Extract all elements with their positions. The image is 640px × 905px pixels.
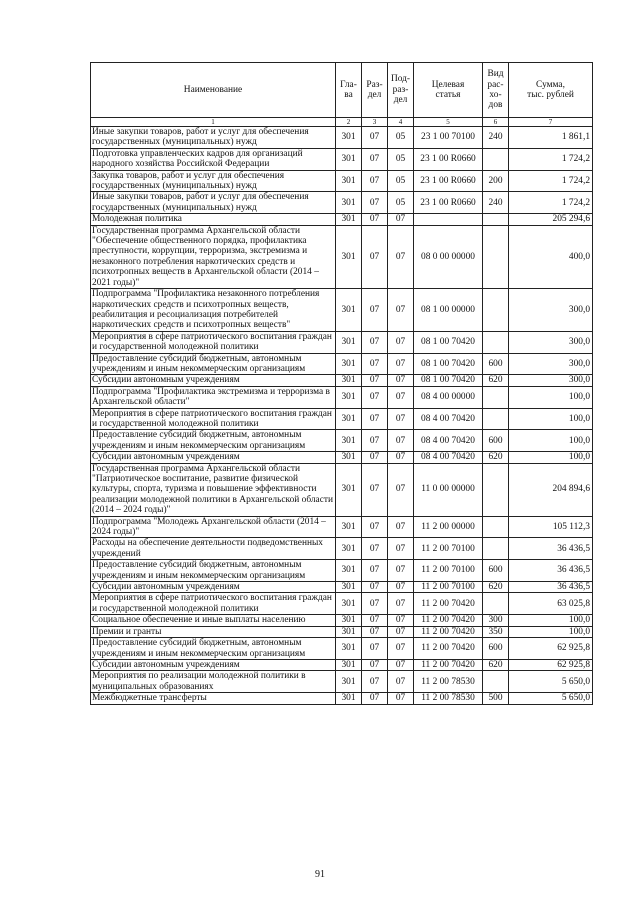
row-vid: 620 — [483, 582, 509, 593]
row-sum: 204 894,6 — [509, 463, 593, 516]
row-name: Иные закупки товаров, работ и услуг для обеспечения государственных (муниципальных) нужд — [91, 192, 336, 214]
row-name: Предоставление субсидий бюджетным, автономным учреждениям и иным некоммерческим организациям — [91, 560, 336, 582]
row-sum: 300,0 — [509, 353, 593, 375]
row-target: 08 4 00 00000 — [414, 386, 483, 408]
row-glava: 301 — [336, 408, 362, 430]
row-podrazdel: 07 — [388, 331, 414, 353]
row-vid — [483, 538, 509, 560]
table-row — [91, 148, 593, 170]
row-sum: 400,0 — [509, 225, 593, 288]
row-glava: 301 — [336, 353, 362, 375]
row-razdel: 07 — [362, 408, 388, 430]
page-number: 91 — [315, 869, 325, 880]
column-number-row — [91, 118, 593, 127]
row-podrazdel: 07 — [388, 538, 414, 560]
row-vid: 500 — [483, 693, 509, 704]
row-vid: 350 — [483, 626, 509, 637]
row-podrazdel: 07 — [388, 659, 414, 670]
row-sum: 5 650,0 — [509, 671, 593, 693]
row-razdel: 07 — [362, 452, 388, 463]
row-razdel: 07 — [362, 560, 388, 582]
row-vid: 600 — [483, 353, 509, 375]
row-name: Расходы на обеспечение деятельности подведомственных учреждений — [91, 538, 336, 560]
row-razdel: 07 — [362, 331, 388, 353]
row-target: 08 1 00 70420 — [414, 331, 483, 353]
row-glava: 301 — [336, 430, 362, 452]
row-sum: 105 112,3 — [509, 516, 593, 538]
row-podrazdel: 07 — [388, 289, 414, 332]
row-podrazdel: 07 — [388, 560, 414, 582]
row-name: Мероприятия в сфере патриотического воспитания граждан и государственной молодежной политики — [91, 408, 336, 430]
row-target — [414, 214, 483, 225]
table-row — [91, 516, 593, 538]
row-target: 08 1 00 00000 — [414, 289, 483, 332]
row-sum: 1 724,2 — [509, 192, 593, 214]
row-sum: 100,0 — [509, 615, 593, 626]
row-razdel: 07 — [362, 671, 388, 693]
row-target: 08 4 00 70420 — [414, 430, 483, 452]
row-vid — [483, 289, 509, 332]
row-razdel: 07 — [362, 516, 388, 538]
row-vid: 620 — [483, 659, 509, 670]
row-glava: 301 — [336, 463, 362, 516]
row-sum: 300,0 — [509, 375, 593, 386]
row-name: Межбюджетные трансферты — [91, 693, 336, 704]
row-name: Премии и гранты — [91, 626, 336, 637]
row-glava: 301 — [336, 693, 362, 704]
table-row — [91, 626, 593, 637]
row-podrazdel: 07 — [388, 353, 414, 375]
header-target: Целевая статья — [414, 63, 483, 118]
table-row — [91, 375, 593, 386]
column-number: 1 — [91, 118, 336, 127]
row-razdel: 07 — [362, 626, 388, 637]
row-razdel: 07 — [362, 375, 388, 386]
row-podrazdel: 05 — [388, 170, 414, 192]
column-number: 2 — [336, 118, 362, 127]
row-vid — [483, 148, 509, 170]
row-target: 11 2 00 78530 — [414, 671, 483, 693]
row-razdel: 07 — [362, 582, 388, 593]
row-razdel: 07 — [362, 615, 388, 626]
row-podrazdel: 07 — [388, 593, 414, 615]
row-podrazdel: 07 — [388, 516, 414, 538]
table-row — [91, 289, 593, 332]
row-name: Субсидии автономным учреждениям — [91, 659, 336, 670]
row-name: Предоставление субсидий бюджетным, автономным учреждениям и иным некоммерческим организациям — [91, 430, 336, 452]
row-vid — [483, 671, 509, 693]
row-razdel: 07 — [362, 463, 388, 516]
row-glava: 301 — [336, 452, 362, 463]
row-glava: 301 — [336, 289, 362, 332]
row-podrazdel: 05 — [388, 148, 414, 170]
row-sum: 100,0 — [509, 626, 593, 637]
row-name: Субсидии автономным учреждениям — [91, 582, 336, 593]
row-sum: 100,0 — [509, 452, 593, 463]
row-target: 11 2 00 70420 — [414, 593, 483, 615]
table-row — [91, 214, 593, 225]
row-target: 08 1 00 70420 — [414, 353, 483, 375]
row-vid — [483, 408, 509, 430]
row-target: 08 4 00 70420 — [414, 408, 483, 430]
row-target: 11 2 00 70420 — [414, 615, 483, 626]
row-target: 11 2 00 70100 — [414, 560, 483, 582]
row-razdel: 07 — [362, 638, 388, 660]
row-name: Мероприятия в сфере патриотического воспитания граждан и государственной молодежной политики — [91, 331, 336, 353]
row-name: Подпрограмма "Профилактика экстремизма и терроризма в Архангельской области" — [91, 386, 336, 408]
row-razdel: 07 — [362, 214, 388, 225]
row-podrazdel: 07 — [388, 452, 414, 463]
table-body — [91, 127, 593, 705]
row-sum: 300,0 — [509, 289, 593, 332]
row-sum: 62 925,8 — [509, 638, 593, 660]
row-razdel: 07 — [362, 148, 388, 170]
budget-table — [90, 62, 593, 705]
row-podrazdel: 05 — [388, 192, 414, 214]
header-sum: Сумма, тыс. рублей — [509, 63, 593, 118]
row-glava: 301 — [336, 582, 362, 593]
table-row — [91, 638, 593, 660]
row-glava: 301 — [336, 671, 362, 693]
column-number: 6 — [483, 118, 509, 127]
row-target: 11 2 00 70100 — [414, 582, 483, 593]
row-name: Закупка товаров, работ и услуг для обеспечения государственных (муниципальных) нужд — [91, 170, 336, 192]
header-glava: Гла- ва — [336, 63, 362, 118]
row-podrazdel: 07 — [388, 214, 414, 225]
row-sum: 300,0 — [509, 331, 593, 353]
row-name: Подготовка управленческих кадров для организаций народного хозяйства Российской Федерации — [91, 148, 336, 170]
row-target: 11 2 00 70420 — [414, 626, 483, 637]
table-row — [91, 408, 593, 430]
row-razdel: 07 — [362, 127, 388, 149]
row-vid: 600 — [483, 560, 509, 582]
table-row — [91, 192, 593, 214]
row-glava: 301 — [336, 214, 362, 225]
row-podrazdel: 07 — [388, 626, 414, 637]
row-razdel: 07 — [362, 593, 388, 615]
row-sum: 100,0 — [509, 430, 593, 452]
row-glava: 301 — [336, 626, 362, 637]
row-vid — [483, 593, 509, 615]
row-razdel: 07 — [362, 170, 388, 192]
table-row — [91, 659, 593, 670]
row-glava: 301 — [336, 170, 362, 192]
row-name: Государственная программа Архангельской области "Патриотическое воспитание, развитие физической культуры, спорта, туризма и повышение эффективности реализации молодежной политики в Архангельской области (2014 – 2024 годы)" — [91, 463, 336, 516]
row-glava: 301 — [336, 638, 362, 660]
header-row — [91, 63, 593, 118]
row-glava: 301 — [336, 386, 362, 408]
row-vid: 600 — [483, 430, 509, 452]
table-row — [91, 560, 593, 582]
row-vid: 620 — [483, 452, 509, 463]
budget-table-container — [90, 62, 592, 705]
row-glava: 301 — [336, 615, 362, 626]
row-vid — [483, 225, 509, 288]
row-vid — [483, 331, 509, 353]
row-glava: 301 — [336, 659, 362, 670]
row-glava: 301 — [336, 331, 362, 353]
row-sum: 205 294,6 — [509, 214, 593, 225]
row-target: 11 2 00 00000 — [414, 516, 483, 538]
row-razdel: 07 — [362, 693, 388, 704]
row-name: Мероприятия по реализации молодежной политики в муниципальных образованиях — [91, 671, 336, 693]
row-vid — [483, 386, 509, 408]
row-razdel: 07 — [362, 386, 388, 408]
row-glava: 301 — [336, 560, 362, 582]
table-row — [91, 353, 593, 375]
row-target: 08 4 00 70420 — [414, 452, 483, 463]
row-podrazdel: 07 — [388, 463, 414, 516]
row-vid: 240 — [483, 127, 509, 149]
column-number: 5 — [414, 118, 483, 127]
row-glava: 301 — [336, 148, 362, 170]
row-podrazdel: 07 — [388, 582, 414, 593]
table-row — [91, 127, 593, 149]
row-vid: 600 — [483, 638, 509, 660]
row-target: 11 2 00 70420 — [414, 659, 483, 670]
row-glava: 301 — [336, 516, 362, 538]
row-name: Государственная программа Архангельской области "Обеспечение общественного порядка, профилактика преступности, коррупции, терроризма, экстремизма и незаконного потребления наркотических средств и психотропных веществ в Архангельской области (2014 – 2021 годы)" — [91, 225, 336, 288]
header-name: Наименование — [91, 63, 336, 118]
row-podrazdel: 07 — [388, 386, 414, 408]
row-sum: 5 650,0 — [509, 693, 593, 704]
row-target: 11 2 00 78530 — [414, 693, 483, 704]
table-row — [91, 582, 593, 593]
row-sum: 62 925,8 — [509, 659, 593, 670]
table-row — [91, 463, 593, 516]
table-row — [91, 693, 593, 704]
row-podrazdel: 07 — [388, 638, 414, 660]
column-number: 4 — [388, 118, 414, 127]
row-podrazdel: 07 — [388, 408, 414, 430]
row-sum: 63 025,8 — [509, 593, 593, 615]
row-podrazdel: 07 — [388, 615, 414, 626]
header-podrazdel: Под- раз- дел — [388, 63, 414, 118]
row-sum: 100,0 — [509, 386, 593, 408]
row-sum: 36 436,5 — [509, 538, 593, 560]
row-name: Молодежная политика — [91, 214, 336, 225]
row-glava: 301 — [336, 127, 362, 149]
table-row — [91, 671, 593, 693]
row-vid: 200 — [483, 170, 509, 192]
row-target: 23 1 00 70100 — [414, 127, 483, 149]
row-sum: 1 724,2 — [509, 148, 593, 170]
row-target: 08 1 00 70420 — [414, 375, 483, 386]
row-vid: 300 — [483, 615, 509, 626]
row-name: Предоставление субсидий бюджетным, автономным учреждениям и иным некоммерческим организациям — [91, 638, 336, 660]
row-target: 11 2 00 70100 — [414, 538, 483, 560]
header-razdel: Раз- дел — [362, 63, 388, 118]
row-razdel: 07 — [362, 192, 388, 214]
row-podrazdel: 07 — [388, 430, 414, 452]
table-row — [91, 331, 593, 353]
table-row — [91, 593, 593, 615]
row-glava: 301 — [336, 375, 362, 386]
row-glava: 301 — [336, 225, 362, 288]
row-name: Подпрограмма "Молодежь Архангельской области (2014 – 2024 годы)" — [91, 516, 336, 538]
row-podrazdel: 07 — [388, 225, 414, 288]
row-podrazdel: 07 — [388, 693, 414, 704]
row-vid — [483, 516, 509, 538]
row-name: Субсидии автономным учреждениям — [91, 452, 336, 463]
row-target: 08 0 00 00000 — [414, 225, 483, 288]
row-podrazdel: 07 — [388, 375, 414, 386]
row-sum: 1 861,1 — [509, 127, 593, 149]
row-name: Подпрограмма "Профилактика незаконного потребления наркотических средств и психотропных веществ, реабилитация и ресоциализация потребителей наркотических средств и психотропных веществ" — [91, 289, 336, 332]
row-vid: 620 — [483, 375, 509, 386]
table-row — [91, 538, 593, 560]
table-row — [91, 225, 593, 288]
row-name: Иные закупки товаров, работ и услуг для обеспечения государственных (муниципальных) нужд — [91, 127, 336, 149]
row-sum: 36 436,5 — [509, 560, 593, 582]
table-row — [91, 386, 593, 408]
row-glava: 301 — [336, 192, 362, 214]
column-number: 7 — [509, 118, 593, 127]
row-razdel: 07 — [362, 430, 388, 452]
row-name: Мероприятия в сфере патриотического воспитания граждан и государственной молодежной политики — [91, 593, 336, 615]
row-glava: 301 — [336, 593, 362, 615]
row-razdel: 07 — [362, 659, 388, 670]
row-razdel: 07 — [362, 289, 388, 332]
row-vid — [483, 463, 509, 516]
table-row — [91, 430, 593, 452]
row-razdel: 07 — [362, 353, 388, 375]
row-razdel: 07 — [362, 225, 388, 288]
row-target: 11 0 00 00000 — [414, 463, 483, 516]
row-name: Субсидии автономным учреждениям — [91, 375, 336, 386]
row-sum: 1 724,2 — [509, 170, 593, 192]
row-glava: 301 — [336, 538, 362, 560]
table-row — [91, 452, 593, 463]
row-name: Предоставление субсидий бюджетным, автономным учреждениям и иным некоммерческим организациям — [91, 353, 336, 375]
row-sum: 100,0 — [509, 408, 593, 430]
row-vid: 240 — [483, 192, 509, 214]
row-target: 23 1 00 R0660 — [414, 170, 483, 192]
row-target: 23 1 00 R0660 — [414, 148, 483, 170]
row-podrazdel: 07 — [388, 671, 414, 693]
header-vid: Вид рас- хо- дов — [483, 63, 509, 118]
row-target: 23 1 00 R0660 — [414, 192, 483, 214]
table-row — [91, 615, 593, 626]
column-number: 3 — [362, 118, 388, 127]
table-row — [91, 170, 593, 192]
row-target: 11 2 00 70420 — [414, 638, 483, 660]
row-name: Социальное обеспечение и иные выплаты населению — [91, 615, 336, 626]
row-sum: 36 436,5 — [509, 582, 593, 593]
row-podrazdel: 05 — [388, 127, 414, 149]
row-vid — [483, 214, 509, 225]
row-razdel: 07 — [362, 538, 388, 560]
